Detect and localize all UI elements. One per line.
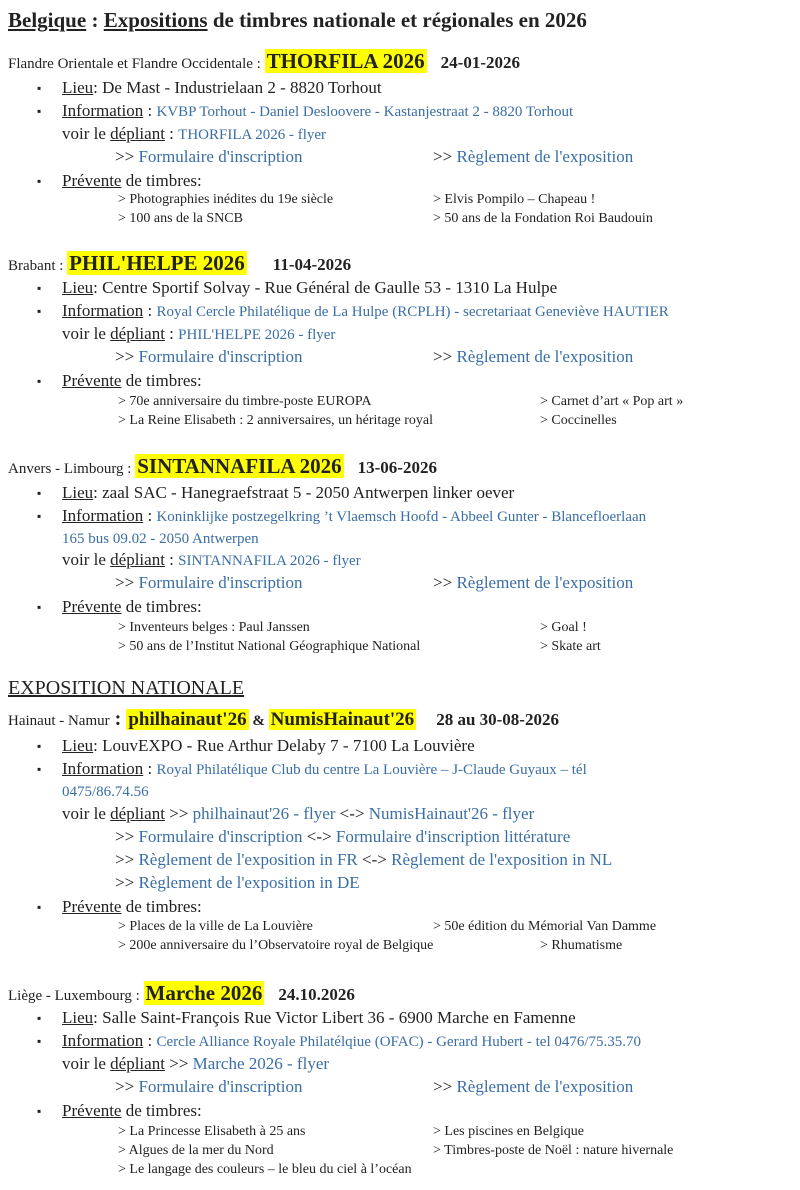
swap-icon: <-> <box>306 827 332 846</box>
event-name-2: NumisHainaut'26 <box>270 709 415 730</box>
stamp-item: > Les piscines en Belgique <box>433 1124 584 1139</box>
voir-label: voir le <box>62 324 111 343</box>
reglement-link[interactable]: Règlement de l'exposition <box>456 347 634 366</box>
stamp-item: > 50 ans de la Fondation Roi Baudouin <box>433 211 653 226</box>
form-row <box>115 346 303 368</box>
page-title <box>8 8 587 33</box>
stamp-item: > Carnet d’art « Pop art » <box>540 394 684 409</box>
arrow-icon: >> <box>433 147 453 166</box>
depliant-label: dépliant <box>110 324 165 343</box>
event-header <box>8 706 559 734</box>
arrow-icon: >> <box>115 347 135 366</box>
reglement-de-row <box>115 872 360 894</box>
arrow-icon: >> <box>169 804 189 823</box>
info-label: Information <box>62 759 144 778</box>
title-expo: Expositions <box>103 8 208 32</box>
voir-label: voir le <box>62 124 111 143</box>
flyer-row <box>62 549 361 572</box>
info-colon: : <box>143 506 157 525</box>
reglement-row <box>433 146 633 168</box>
bullet-icon: ▪ <box>37 762 42 776</box>
bullet-icon: ▪ <box>37 304 42 318</box>
event-name: SINTANNAFILA 2026 <box>137 454 342 478</box>
arrow-icon: >> <box>169 1054 189 1073</box>
stamp-item: > Photographies inédites du 19e siècle <box>118 192 334 207</box>
stamp-item: > Skate art <box>540 639 601 654</box>
bullet-icon: ▪ <box>37 739 42 753</box>
info-link-cont[interactable]: 165 bus 09.02 - 2050 Antwerpen <box>62 531 259 547</box>
event-amp: & <box>248 713 269 729</box>
stamp-item: > Le langage des couleurs – le bleu du ciel à l’océan <box>118 1162 412 1177</box>
info-row-cont <box>62 527 259 550</box>
event-date: 28 au 30-08-2026 <box>436 710 559 729</box>
lieu-value: : De Mast - Industrielaan 2 - 8820 Torhout <box>93 78 382 97</box>
de-timbres-label: de timbres: <box>121 171 202 190</box>
depliant-label: dépliant <box>110 124 165 143</box>
info-colon: : <box>143 1031 157 1050</box>
lieu-value: : LouvEXPO - Rue Arthur Delaby 7 - 7100 La Louvière <box>93 736 475 755</box>
stamp-item: > Rhumatisme <box>540 938 623 953</box>
lieu-label: Lieu <box>62 1008 94 1027</box>
lieu-label: Lieu <box>62 278 94 297</box>
lieu-label: Lieu <box>62 78 94 97</box>
arrow-icon: >> <box>115 850 135 869</box>
reglement-fr-link[interactable]: Règlement de l'exposition in FR <box>138 850 358 869</box>
flyer-row <box>62 123 326 146</box>
form-link[interactable]: Formulaire d'inscription <box>138 827 303 846</box>
stamp-item: > Coccinelles <box>540 413 617 428</box>
info-colon: : <box>143 301 157 320</box>
prevente-label: Prévente <box>62 897 122 916</box>
stamp-item: > 200e anniversaire du l’Observatoire royal de Belgique <box>118 938 434 953</box>
event-sep: : <box>109 708 127 730</box>
voir-label: voir le <box>62 550 111 569</box>
bullet-icon: ▪ <box>37 486 42 500</box>
stamp-item: > Inventeurs belges : Paul Janssen <box>118 620 310 635</box>
bullet-icon: ▪ <box>37 374 42 388</box>
event-name: PHIL'HELPE 2026 <box>69 251 245 275</box>
prevente-label: Prévente <box>62 1101 122 1120</box>
event-region: Brabant : <box>8 258 68 274</box>
info-link-cont[interactable]: 0475/86.74.56 <box>62 784 149 800</box>
flyer-link-2[interactable]: NumisHainaut'26 - flyer <box>368 804 535 823</box>
reglement-row <box>115 849 612 871</box>
lieu-label: Lieu <box>62 736 94 755</box>
stamp-item: > Algues de la mer du Nord <box>118 1143 274 1158</box>
bullet-icon: ▪ <box>37 1104 42 1118</box>
reglement-row <box>433 572 633 594</box>
voir-label: voir le <box>62 1054 111 1073</box>
form-link[interactable]: Formulaire d'inscription <box>138 573 303 592</box>
flyer-link[interactable]: Marche 2026 - flyer <box>192 1054 330 1073</box>
title-country: Belgique <box>8 8 87 32</box>
stamp-item: > Goal ! <box>540 620 587 635</box>
form-link[interactable]: Formulaire d'inscription <box>138 1077 303 1096</box>
info-link[interactable]: Royal Philatélique Club du centre La Louvière – J-Claude Guyaux – tél <box>156 762 587 778</box>
national-title: EXPOSITION NATIONALE <box>8 677 245 699</box>
prevente-label: Prévente <box>62 371 122 390</box>
lieu-value: : Salle Saint-François Rue Victor Libert 36 - 6900 Marche en Famenne <box>93 1008 576 1027</box>
form-link-2[interactable]: Formulaire d'inscription littérature <box>335 827 571 846</box>
flyer-colon: : <box>164 324 179 343</box>
flyer-row <box>62 323 335 346</box>
form-row <box>115 826 570 848</box>
event-date: 24.10.2026 <box>278 985 355 1004</box>
title-sep: : <box>86 8 104 32</box>
reglement-de-link[interactable]: Règlement de l'exposition in DE <box>138 873 360 892</box>
info-link[interactable]: Royal Cercle Philatélique de La Hulpe (RCPLH) - secretariaat Geneviève HAUTIER <box>156 304 669 320</box>
info-colon: : <box>143 101 157 120</box>
info-link[interactable]: Koninklijke postzegelkring ’t Vlaemsch Hoofd - Abbeel Gunter - Blancefloerlaan <box>156 509 647 525</box>
info-link[interactable]: Cercle Alliance Royale Philatélqiue (OFAC) - Gerard Hubert - tel 0476/75.35.70 <box>156 1034 642 1050</box>
arrow-icon: >> <box>433 1077 453 1096</box>
bullet-icon: ▪ <box>37 600 42 614</box>
reglement-link[interactable]: Règlement de l'exposition <box>456 573 634 592</box>
event-region: Flandre Orientale et Flandre Occidentale : <box>8 56 265 72</box>
info-label: Information <box>62 101 144 120</box>
stamp-item: > 100 ans de la SNCB <box>118 211 243 226</box>
event-name: THORFILA 2026 <box>266 49 425 73</box>
info-colon: : <box>143 759 157 778</box>
prevente-label: Prévente <box>62 597 122 616</box>
stamp-item: > Elvis Pompilo – Chapeau ! <box>433 192 596 207</box>
event-region: Hainaut - Namur <box>8 713 110 729</box>
stamp-item: > 50 ans de l’Institut National Géographique National <box>118 639 421 654</box>
stamp-item: > Timbres-poste de Noël : nature hivernale <box>433 1143 674 1158</box>
form-link[interactable]: Formulaire d'inscription <box>138 147 303 166</box>
arrow-icon: >> <box>115 147 135 166</box>
event-name: philhainaut'26 <box>128 709 247 730</box>
info-link[interactable]: KVBP Torhout - Daniel Desloovere - Kastanjestraat 2 - 8820 Torhout <box>156 104 574 120</box>
stamp-item: > Places de la ville de La Louvière <box>118 919 313 934</box>
depliant-label: dépliant <box>110 1054 165 1073</box>
bullet-icon: ▪ <box>37 104 42 118</box>
de-timbres-label: de timbres: <box>121 1101 202 1120</box>
reglement-link[interactable]: Règlement de l'exposition <box>456 147 634 166</box>
info-label: Information <box>62 506 144 525</box>
depliant-label: dépliant <box>110 804 165 823</box>
bullet-icon: ▪ <box>37 81 42 95</box>
arrow-icon: >> <box>115 573 135 592</box>
bullet-icon: ▪ <box>37 900 42 914</box>
form-row <box>115 1076 303 1098</box>
voir-label: voir le <box>62 804 111 823</box>
event-header <box>8 980 355 1008</box>
bullet-icon: ▪ <box>37 1011 42 1025</box>
reglement-link[interactable]: Règlement de l'exposition <box>456 1077 634 1096</box>
event-header <box>8 250 351 278</box>
bullet-icon: ▪ <box>37 281 42 295</box>
arrow-icon: >> <box>115 1077 135 1096</box>
arrow-icon: >> <box>115 873 135 892</box>
flyer-colon: : <box>164 124 179 143</box>
form-link[interactable]: Formulaire d'inscription <box>138 347 303 366</box>
arrow-icon: >> <box>433 347 453 366</box>
flyer-link[interactable]: PHIL'HELPE 2026 - flyer <box>178 327 336 343</box>
info-label: Information <box>62 301 144 320</box>
prevente-label: Prévente <box>62 171 122 190</box>
bullet-icon: ▪ <box>37 1034 42 1048</box>
title-rest: de timbres nationale et régionales en 2026 <box>207 8 587 32</box>
stamp-item: > 50e édition du Mémorial Van Damme <box>433 919 657 934</box>
de-timbres-label: de timbres: <box>121 371 202 390</box>
lieu-label: Lieu <box>62 483 94 502</box>
event-date: 13-06-2026 <box>357 458 437 477</box>
stamp-item: > 70e anniversaire du timbre-poste EUROPA <box>118 394 372 409</box>
bullet-icon: ▪ <box>37 174 42 188</box>
depliant-label: dépliant <box>110 550 165 569</box>
de-timbres-label: de timbres: <box>121 597 202 616</box>
arrow-icon: >> <box>433 573 453 592</box>
event-date: 11-04-2026 <box>272 255 352 274</box>
flyer-colon: : <box>164 550 179 569</box>
reglement-nl-link[interactable]: Règlement de l'exposition in NL <box>391 850 613 869</box>
event-header <box>8 48 520 76</box>
flyer-link[interactable]: philhainaut'26 - flyer <box>192 804 336 823</box>
lieu-value: : zaal SAC - Hanegraefstraat 5 - 2050 Antwerpen linker oever <box>93 483 515 502</box>
form-row <box>115 146 303 168</box>
event-region: Liège - Luxembourg : <box>8 988 144 1004</box>
bullet-icon: ▪ <box>37 509 42 523</box>
swap-icon: <-> <box>362 850 387 869</box>
stamp-item: > La Princesse Elisabeth à 25 ans <box>118 1124 306 1139</box>
flyer-link[interactable]: THORFILA 2026 - flyer <box>178 127 327 143</box>
event-name: Marche 2026 <box>145 981 263 1005</box>
de-timbres-label: de timbres: <box>121 897 202 916</box>
event-date: 24-01-2026 <box>440 53 520 72</box>
reglement-row <box>433 1076 633 1098</box>
swap-icon: <-> <box>339 804 365 823</box>
info-label: Information <box>62 1031 144 1050</box>
arrow-icon: >> <box>115 827 135 846</box>
lieu-value: : Centre Sportif Solvay - Rue Général de Gaulle 53 - 1310 La Hulpe <box>93 278 558 297</box>
flyer-row <box>62 803 534 825</box>
flyer-link[interactable]: SINTANNAFILA 2026 - flyer <box>178 553 361 569</box>
form-row <box>115 572 303 594</box>
event-header <box>8 453 437 481</box>
flyer-row <box>62 1053 329 1075</box>
reglement-row <box>433 346 633 368</box>
stamp-item: > La Reine Elisabeth : 2 anniversaires, un héritage royal <box>118 413 434 428</box>
info-row-cont <box>62 780 149 803</box>
event-region: Anvers - Limbourg : <box>8 461 136 477</box>
